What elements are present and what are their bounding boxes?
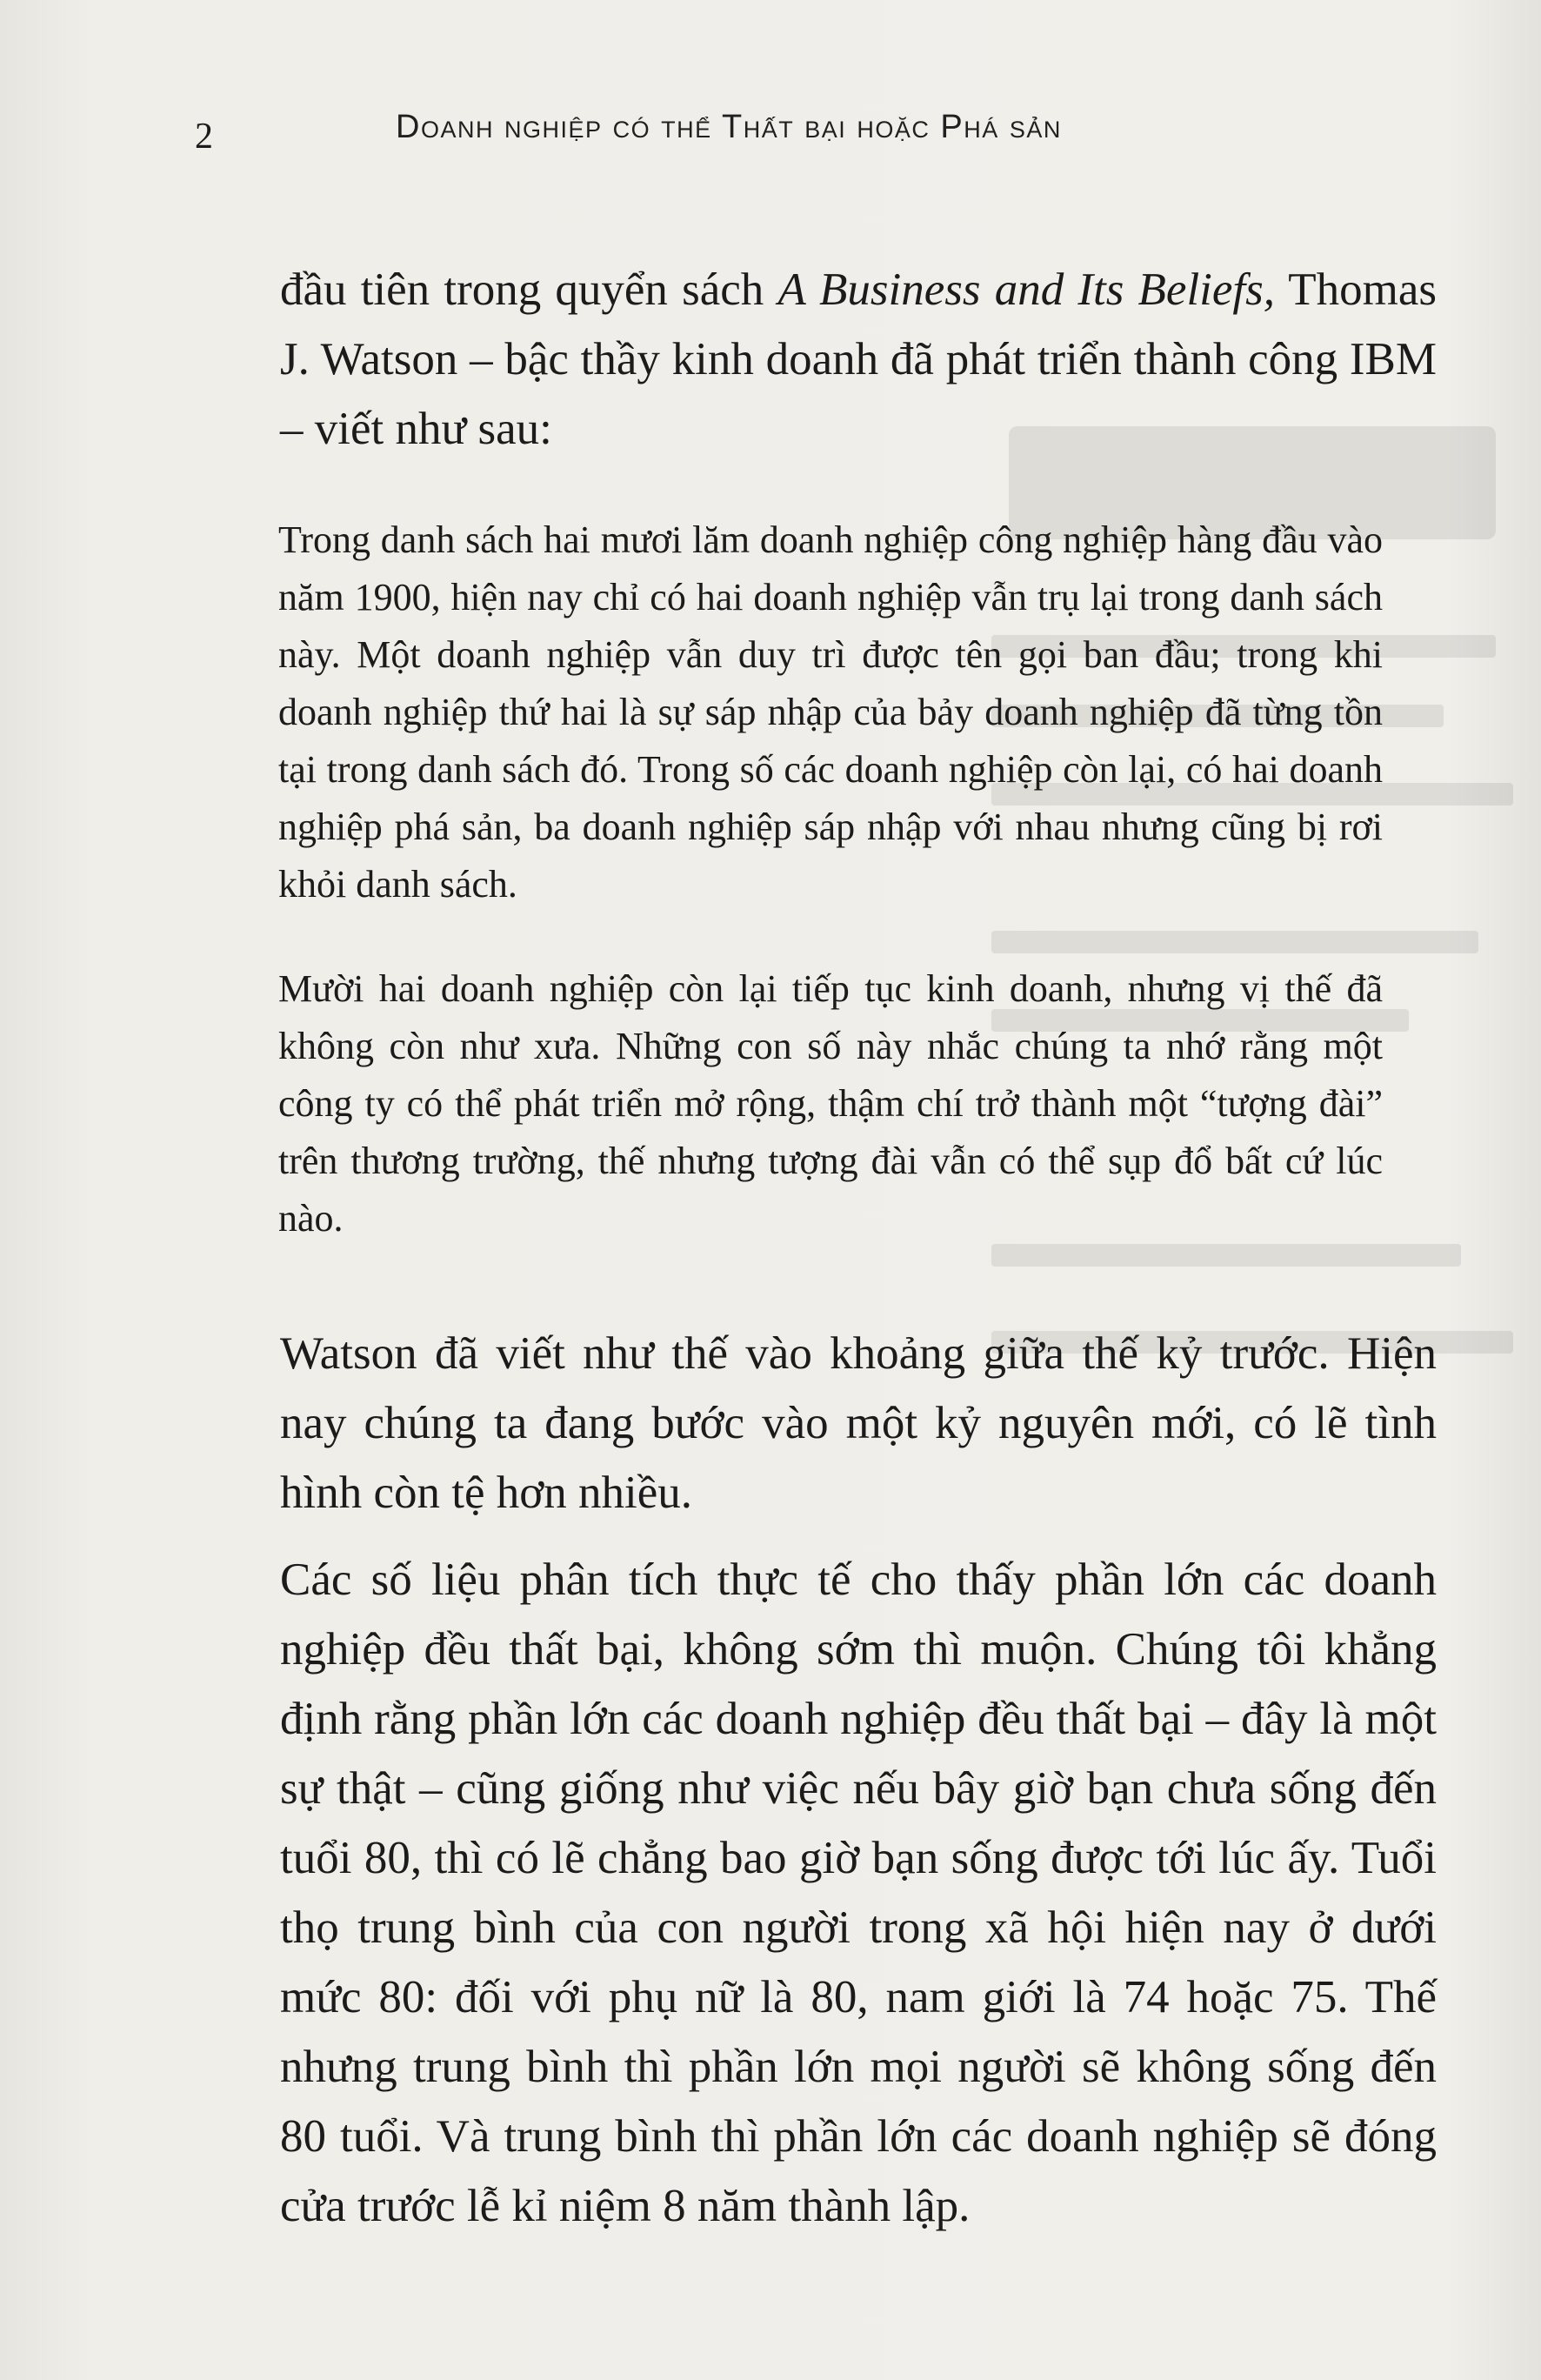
intro-text-after: Thomas J. Watson – bậc thầy kinh doanh đã phát triển thành công IBM – viết như sau: [280, 264, 1437, 454]
block-quote-paragraph-1: Trong danh sách hai mươi lăm doanh nghiệp công nghiệp hàng đầu vào năm 1900, hiện nay chỉ có hai doanh nghiệp vẫn trụ lại trong danh sách này. Một doanh nghiệp vẫn duy trì được tên gọi ban đầu; trong khi doanh nghiệp thứ hai là sự sáp nhập của bảy doanh nghiệp đã từng tồn tại trong danh sách đó. Trong số các doanh nghiệp còn lại, có hai doanh nghiệp phá sản, ba doanh nghiệp sáp nhập với nhau nhưng cũng bị rơi khỏi danh sách. [278, 518, 1383, 906]
book-title: A Business and Its Beliefs, [777, 264, 1276, 315]
intro-text-before: đầu tiên trong quyển sách [280, 264, 778, 315]
body-paragraph-3: Các số liệu phân tích thực tế cho thấy phần lớn các doanh nghiệp đều thất bại, không sớm thì muộn. Chúng tôi khẳng định rằng phần lớn các doanh nghiệp đều thất bại – đây là một sự thật – cũng giống như việc nếu bây giờ bạn chưa sống đến tuổi 80, thì có lẽ chẳng bao giờ bạn sống được tới lúc ấy. Tuổi thọ trung bình của con người trong xã hội hiện nay ở dưới mức 80: đối với phụ nữ là 80, nam giới là 74 hoặc 75. Thế nhưng trung bình thì phần lớn mọi người sẽ không sống đến 80 tuổi. Và trung bình thì phần lớn các doanh nghiệp sẽ đóng cửa trước lễ kỉ niệm 8 năm thành lập. [280, 1554, 1437, 2231]
block-quote-paragraph-2: Mười hai doanh nghiệp còn lại tiếp tục kinh doanh, nhưng vị thế đã không còn như xưa. Những con số này nhắc chúng ta nhớ rằng một công ty có thể phát triển mở rộng, thậm chí trở thành một “tượng đài” trên thương trường, thế nhưng tượng đài vẫn có thể sụp đổ bất cứ lúc nào. [278, 967, 1383, 1240]
running-title: Doanh nghiệp có thể Thất bại hoặc Phá sản [396, 109, 1062, 145]
show-through-line [991, 931, 1478, 953]
page-number: 2 [195, 117, 214, 157]
body-paragraph-2: Watson đã viết như thế vào khoảng giữa thế kỷ trước. Hiện nay chúng ta đang bước vào một kỷ nguyên mới, có lẽ tình hình còn tệ hơn nhiều. [280, 1328, 1437, 1518]
intro-paragraph [280, 255, 1437, 464]
page-header [0, 109, 1541, 170]
